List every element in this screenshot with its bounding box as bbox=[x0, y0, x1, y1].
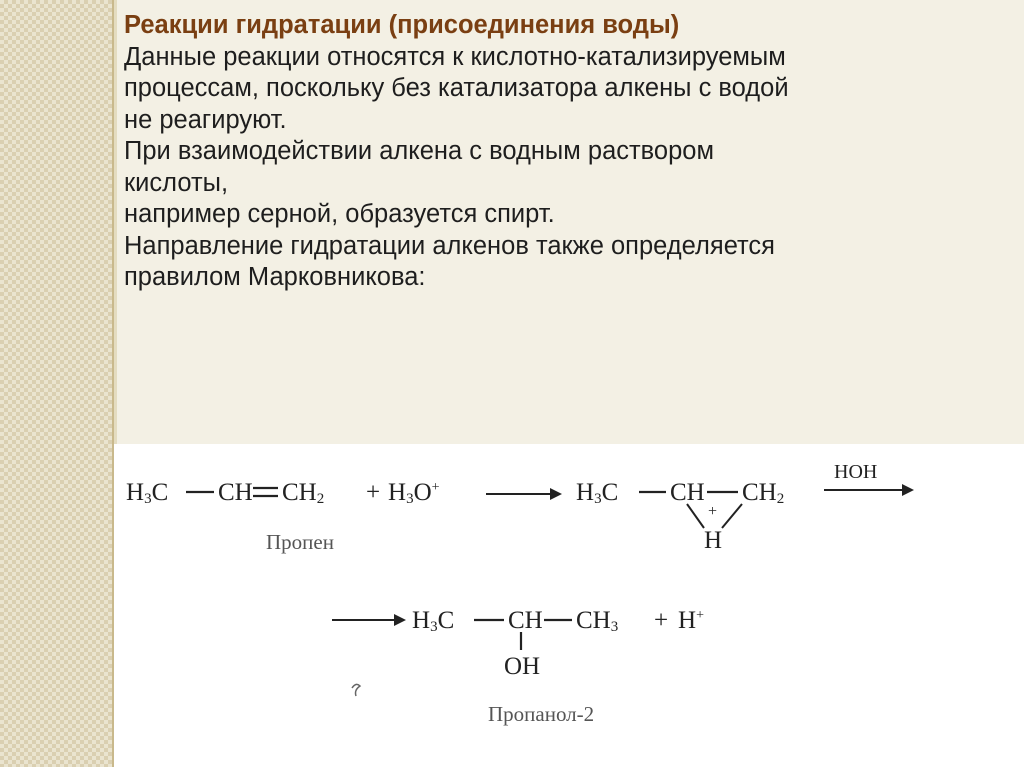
arrow-2-head bbox=[902, 484, 914, 496]
arrow-3-head bbox=[394, 614, 406, 626]
plus-sign: + bbox=[366, 479, 381, 506]
product-oh: OH bbox=[504, 653, 541, 680]
hydronium-ion: $H_3O^+$ bbox=[388, 479, 440, 507]
text-line-1: Данные реакции относятся к кислотно-катализируемым bbox=[124, 42, 786, 71]
decorative-left-strip bbox=[0, 0, 112, 767]
text-line-8: правилом Марковникова: bbox=[124, 263, 426, 291]
text-line-2: процессам, поскольку без катализатора алкены с водой bbox=[124, 74, 789, 102]
slide-title: Реакции гидратации (присоединения воды) bbox=[124, 11, 680, 39]
bridging-hydrogen: H bbox=[704, 527, 723, 554]
text-line-4: При взаимодействии алкена с водным раствором bbox=[124, 137, 715, 165]
product-ch: CH bbox=[508, 607, 543, 634]
carbocation-charge: + bbox=[708, 503, 718, 520]
reactant-name: Пропен bbox=[266, 530, 334, 554]
proton: H+ bbox=[678, 607, 704, 634]
text-line-7: Направление гидратации алкенов также определяется bbox=[124, 231, 775, 260]
arrow-1-head bbox=[550, 488, 562, 500]
text-line-6: например серной, образуется спирт. bbox=[124, 200, 555, 228]
text-line-3: не реагируют. bbox=[124, 105, 287, 134]
text-line-5: кислоты, bbox=[124, 168, 229, 197]
product-ch3: $CH_3$ bbox=[576, 607, 619, 635]
slide-text bbox=[124, 10, 1014, 294]
plus-sign: + bbox=[654, 607, 669, 634]
reactant-ch: CH bbox=[218, 479, 253, 506]
reactant-ch2: $CH_2$ bbox=[282, 479, 325, 507]
reaction-scheme bbox=[114, 444, 1024, 767]
bridge-bond-left bbox=[687, 504, 704, 528]
reagent-over-arrow: HOH bbox=[834, 461, 878, 483]
intermediate-ch2: $CH_2$ bbox=[742, 479, 785, 507]
product-name: Пропанол-2 bbox=[488, 702, 595, 726]
intermediate-h3c: $H_3C$ bbox=[576, 479, 619, 507]
bridge-bond-right bbox=[722, 504, 742, 528]
product-h3c: $H_3C$ bbox=[412, 607, 455, 635]
intermediate-ch: CH bbox=[670, 479, 705, 506]
reactant-h3c: $H_3C$ bbox=[126, 479, 169, 507]
stray-mark bbox=[352, 684, 360, 696]
